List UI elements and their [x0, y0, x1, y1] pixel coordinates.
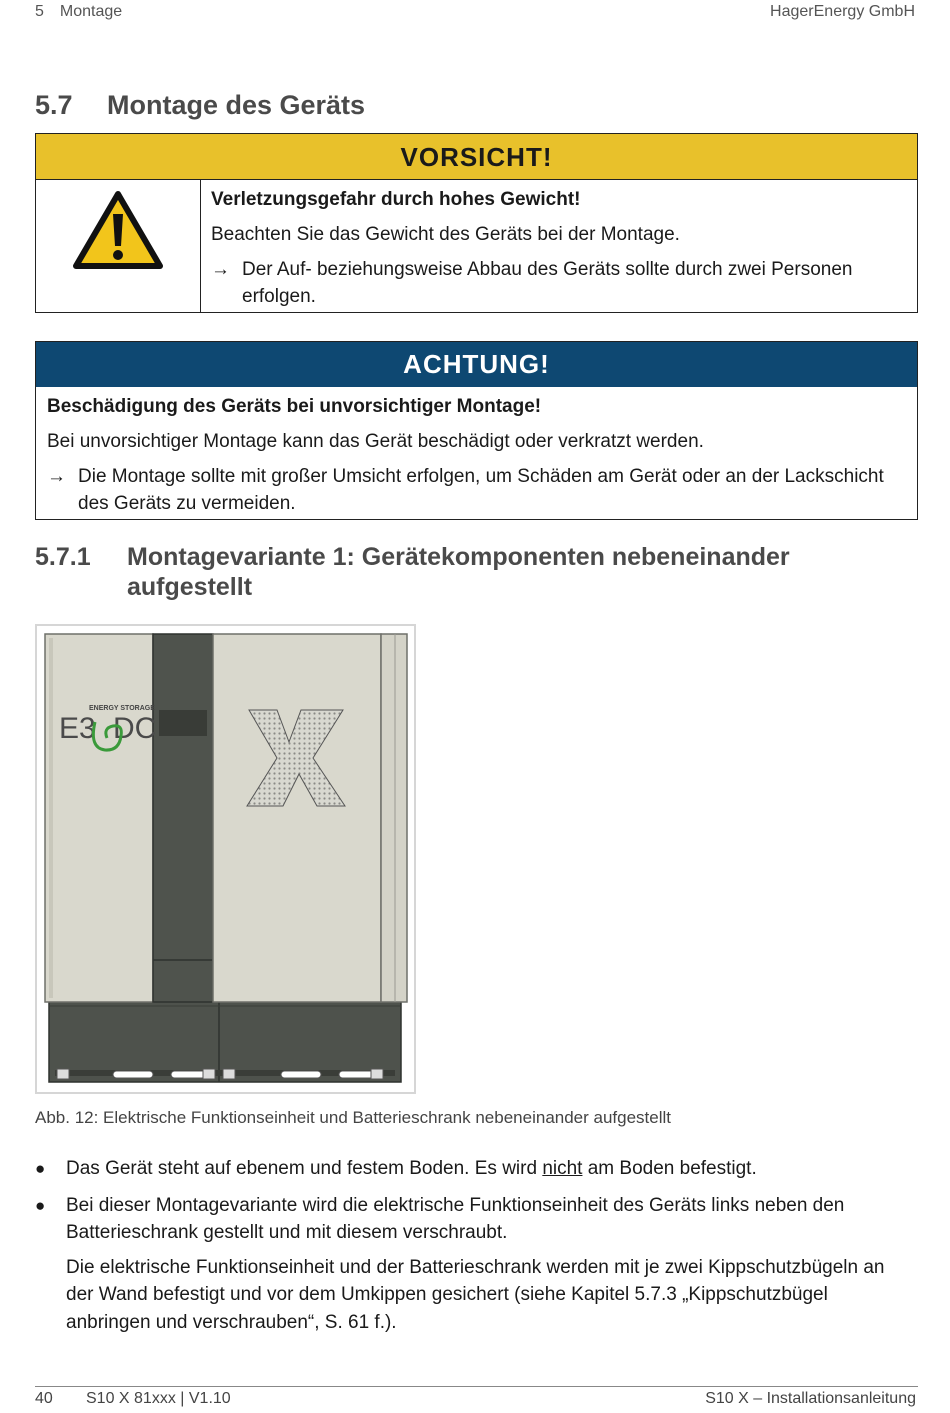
logo-tagline: ENERGY STORAGE [89, 705, 155, 712]
caution-text [211, 186, 907, 310]
function-unit-panel [45, 634, 153, 1002]
list-item-2-continuation: Die elektrische Funktionseinheit und der Batterieschrank werden mit je zwei Kippschutzbügeln an der Wand befestigt und vor dem Umkippen gesichert (siehe Kapitel 5.7.3 „Kippschutzbügel anbringen und verschrauben“, S. 61 f.). [66, 1256, 885, 1333]
bullet-list [35, 1155, 915, 1345]
warning-triangle-icon [72, 190, 164, 270]
caution-action [211, 256, 907, 310]
caution-action-text: Der Auf- beziehungsweise Abbau des Geräts sollte durch zwei Personen erfolgen. [242, 259, 853, 307]
running-header-company: HagerEnergy GmbH [770, 3, 915, 20]
notice-description: Bei unvorsichtiger Montage kann das Gerät beschädigt oder verkratzt werden. [47, 431, 704, 452]
subsection-heading [35, 542, 847, 602]
logo-text-right: DC [113, 712, 157, 745]
chapter-title: Montage [59, 3, 123, 20]
document-id: S10 X 81xxx | V1.10 [86, 1390, 231, 1407]
caution-heading: Verletzungsgefahr durch hohes Gewicht! [211, 189, 581, 210]
notice-heading: Beschädigung des Geräts bei unvorsichtiger Montage! [47, 396, 542, 417]
device-illustration [35, 624, 416, 1094]
document-title: S10 X – Installationsanleitung [705, 1390, 916, 1407]
subsection-title: Montagevariante 1: Gerätekomponenten nebeneinander aufgestellt [127, 543, 790, 601]
section-title: Montage des Geräts [107, 90, 366, 120]
logo-text-left: E3 [59, 712, 96, 745]
notice-signal-word: ACHTUNG! [36, 342, 917, 387]
caution-icon-cell [36, 180, 201, 312]
chapter-number: 5 [35, 3, 44, 20]
notice-box [35, 341, 918, 520]
list-item-2-text: Bei dieser Montagevariante wird die elektrische Funktionseinheit des Geräts links neben den Batterieschrank gestellt und mit diesem verschraubt. [66, 1194, 845, 1243]
notice-action [47, 463, 907, 517]
subsection-number: 5.7.1 [35, 543, 91, 571]
section-heading [35, 90, 365, 121]
arrow-right-icon: → [211, 259, 230, 280]
footer-rule [35, 1386, 918, 1387]
emphasis-nicht: nicht [542, 1158, 583, 1179]
center-column [153, 634, 213, 1002]
arrow-right-icon: → [47, 466, 66, 487]
bullet-icon: ● [35, 1195, 46, 1215]
device-drawing [37, 626, 414, 1092]
caution-box [35, 133, 918, 313]
battery-cabinet-panel [213, 634, 381, 1002]
bullet-icon: ● [35, 1159, 46, 1178]
list-item [35, 1192, 915, 1337]
list-item-1-text: Das Gerät steht auf ebenem und festem Boden. Es wird nicht am Boden befestigt. [66, 1158, 757, 1179]
notice-text [47, 393, 907, 517]
notice-action-text: Die Montage sollte mit großer Umsicht erfolgen, um Schäden am Gerät oder an der Lackschicht des Geräts zu vermeiden. [78, 466, 884, 514]
caution-signal-word: VORSICHT! [36, 134, 917, 180]
caution-description: Beachten Sie das Gewicht des Geräts bei der Montage. [211, 224, 680, 245]
caution-body [36, 180, 917, 312]
figure-caption: Abb. 12: Elektrische Funktionseinheit und Batterieschrank nebeneinander aufgestellt [35, 1108, 672, 1127]
running-header-chapter [35, 3, 122, 21]
list-item [35, 1155, 915, 1183]
page-number: 40 [35, 1390, 53, 1407]
section-number: 5.7 [35, 90, 73, 120]
